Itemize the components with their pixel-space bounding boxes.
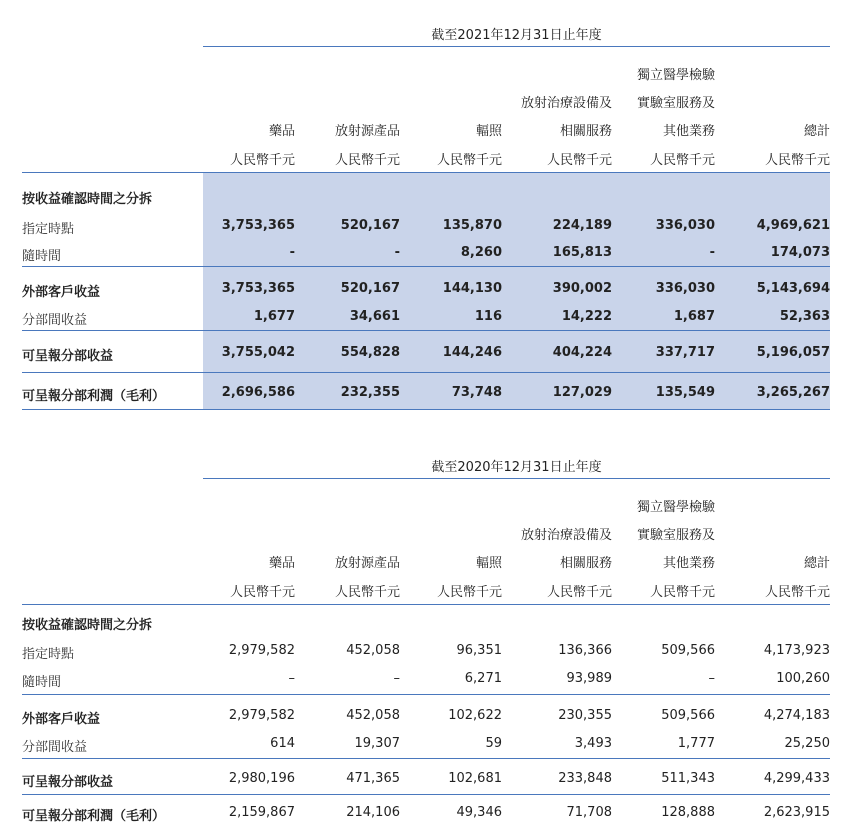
row-label: 可呈報分部收益 — [22, 775, 114, 790]
col-unit: 人民幣千元 — [229, 585, 295, 600]
col-unit: 人民幣千元 — [546, 585, 612, 600]
table-row — [0, 185, 856, 207]
col-head-irradiation: 輻照 — [475, 124, 502, 139]
cell-value: 554,828 — [340, 345, 400, 360]
col-unit: 人民幣千元 — [334, 585, 400, 600]
cell-value: 2,623,915 — [763, 805, 830, 820]
col-head-irradiation: 輻照 — [475, 556, 502, 571]
table-row — [0, 640, 856, 662]
cell-value: 230,355 — [558, 708, 612, 723]
cell-value: 19,307 — [354, 736, 400, 751]
table-row — [0, 382, 856, 404]
period-title: 截至2021年12月31日止年度 — [431, 28, 602, 43]
col-head-lab-l2: 實驗室服務及 — [636, 96, 715, 111]
col-unit: 人民幣千元 — [764, 153, 830, 168]
row-label: 指定時點 — [22, 647, 75, 662]
cell-value: 509,566 — [661, 708, 715, 723]
cell-value: 2,979,582 — [228, 643, 295, 658]
cell-value: 4,299,433 — [763, 771, 830, 786]
cell-value: 3,755,042 — [221, 345, 295, 360]
cell-value: - — [289, 245, 295, 260]
cell-value: – — [288, 671, 295, 686]
cell-value: 174,073 — [770, 245, 830, 260]
cell-value: 4,274,183 — [763, 708, 830, 723]
row-rule — [22, 794, 830, 795]
cell-value: 471,365 — [346, 771, 400, 786]
cell-value: 102,681 — [448, 771, 502, 786]
cell-value: 614 — [270, 736, 295, 751]
row-label: 隨時間 — [22, 249, 62, 264]
cell-value: 5,143,694 — [756, 281, 830, 296]
cell-value: 73,748 — [451, 385, 502, 400]
table-row — [0, 802, 856, 824]
col-head-total: 總計 — [803, 124, 830, 139]
row-rule — [22, 266, 830, 267]
col-head-lab-l1: 獨立醫學檢驗 — [636, 500, 715, 515]
col-unit: 人民幣千元 — [649, 153, 715, 168]
cell-value: 102,622 — [448, 708, 502, 723]
cell-value: 404,224 — [552, 345, 612, 360]
row-label: 分部間收益 — [22, 740, 88, 755]
period-title: 截至2020年12月31日止年度 — [431, 460, 602, 475]
row-rule — [22, 409, 830, 410]
col-head-lab-l1: 獨立醫學檢驗 — [636, 68, 715, 83]
col-head-radioactive-source: 放射源產品 — [334, 124, 400, 139]
cell-value: 49,346 — [456, 805, 502, 820]
cell-value: 2,696,586 — [221, 385, 295, 400]
cell-value: 3,265,267 — [756, 385, 830, 400]
row-label: 分部間收益 — [22, 313, 88, 328]
cell-value: 1,687 — [673, 309, 715, 324]
col-unit: 人民幣千元 — [764, 585, 830, 600]
cell-value: 520,167 — [340, 218, 400, 233]
row-rule — [22, 758, 830, 759]
cell-value: 511,343 — [661, 771, 715, 786]
period-rule — [203, 478, 830, 479]
cell-value: 71,708 — [566, 805, 612, 820]
table-row — [0, 306, 856, 328]
cell-value: 2,979,582 — [228, 708, 295, 723]
cell-value: - — [709, 245, 715, 260]
col-head-total: 總計 — [803, 556, 830, 571]
row-label: 隨時間 — [22, 675, 62, 690]
cell-value: 233,848 — [558, 771, 612, 786]
table-row — [0, 705, 856, 727]
cell-value: 96,351 — [456, 643, 502, 658]
cell-value: 232,355 — [340, 385, 400, 400]
col-unit: 人民幣千元 — [436, 585, 502, 600]
cell-value: 3,753,365 — [221, 218, 295, 233]
cell-value: 135,870 — [442, 218, 502, 233]
table-row — [0, 768, 856, 790]
col-head-pharma: 藥品 — [268, 556, 295, 571]
col-head-radiotherapy-l1: 放射治療設備及 — [520, 96, 612, 111]
col-head-lab-l2: 實驗室服務及 — [636, 528, 715, 543]
table-row — [0, 215, 856, 237]
table-row — [0, 278, 856, 300]
cell-value: 520,167 — [340, 281, 400, 296]
cell-value: 336,030 — [655, 281, 715, 296]
cell-value: 3,753,365 — [221, 281, 295, 296]
cell-value: 136,366 — [558, 643, 612, 658]
table-row — [0, 242, 856, 264]
col-head-radioactive-source: 放射源產品 — [334, 556, 400, 571]
row-rule — [22, 694, 830, 695]
row-label: 按收益確認時間之分拆 — [22, 618, 153, 633]
row-label: 可呈報分部利潤（毛利） — [22, 389, 166, 404]
period-rule — [203, 46, 830, 47]
col-head-radiotherapy-l1: 放射治療設備及 — [520, 528, 612, 543]
cell-value: 135,549 — [655, 385, 715, 400]
col-unit: 人民幣千元 — [546, 153, 612, 168]
table-row — [0, 611, 856, 633]
cell-value: - — [394, 245, 400, 260]
row-label: 可呈報分部收益 — [22, 349, 114, 364]
cell-value: 3,493 — [574, 736, 612, 751]
cell-value: 4,173,923 — [763, 643, 830, 658]
cell-value: 165,813 — [552, 245, 612, 260]
col-head-pharma: 藥品 — [268, 124, 295, 139]
cell-value: 4,969,621 — [756, 218, 830, 233]
cell-value: 5,196,057 — [756, 345, 830, 360]
col-head-radiotherapy-l2: 相關服務 — [559, 124, 612, 139]
cell-value: 127,029 — [552, 385, 612, 400]
cell-value: – — [393, 671, 400, 686]
cell-value: 6,271 — [464, 671, 502, 686]
cell-value: 509,566 — [661, 643, 715, 658]
cell-value: 128,888 — [661, 805, 715, 820]
cell-value: 116 — [474, 309, 502, 324]
cell-value: 1,677 — [253, 309, 295, 324]
cell-value: 390,002 — [552, 281, 612, 296]
table-row — [0, 733, 856, 755]
cell-value: 14,222 — [561, 309, 612, 324]
header-rule — [22, 172, 830, 173]
table-row — [0, 668, 856, 690]
col-unit: 人民幣千元 — [436, 153, 502, 168]
cell-value: 224,189 — [552, 218, 612, 233]
col-head-lab-l3: 其他業務 — [662, 556, 715, 571]
col-unit: 人民幣千元 — [229, 153, 295, 168]
cell-value: 8,260 — [460, 245, 502, 260]
cell-value: 214,106 — [346, 805, 400, 820]
cell-value: – — [708, 671, 715, 686]
col-unit: 人民幣千元 — [649, 585, 715, 600]
row-label: 外部客戶收益 — [22, 285, 101, 300]
row-label: 可呈報分部利潤（毛利） — [22, 809, 166, 824]
col-unit: 人民幣千元 — [334, 153, 400, 168]
cell-value: 144,130 — [442, 281, 502, 296]
cell-value: 34,661 — [349, 309, 400, 324]
cell-value: 337,717 — [655, 345, 715, 360]
col-head-lab-l3: 其他業務 — [662, 124, 715, 139]
cell-value: 1,777 — [677, 736, 715, 751]
cell-value: 144,246 — [442, 345, 502, 360]
row-label: 指定時點 — [22, 222, 75, 237]
cell-value: 52,363 — [779, 309, 830, 324]
cell-value: 452,058 — [346, 643, 400, 658]
col-head-radiotherapy-l2: 相關服務 — [559, 556, 612, 571]
cell-value: 100,260 — [776, 671, 830, 686]
cell-value: 452,058 — [346, 708, 400, 723]
cell-value: 59 — [485, 736, 502, 751]
header-rule — [22, 604, 830, 605]
row-rule — [22, 330, 830, 331]
row-label: 按收益確認時間之分拆 — [22, 192, 153, 207]
cell-value: 2,980,196 — [228, 771, 295, 786]
row-label: 外部客戶收益 — [22, 712, 101, 727]
cell-value: 25,250 — [784, 736, 830, 751]
row-rule — [22, 372, 830, 373]
cell-value: 336,030 — [655, 218, 715, 233]
table-row — [0, 342, 856, 364]
cell-value: 2,159,867 — [228, 805, 295, 820]
cell-value: 93,989 — [566, 671, 612, 686]
